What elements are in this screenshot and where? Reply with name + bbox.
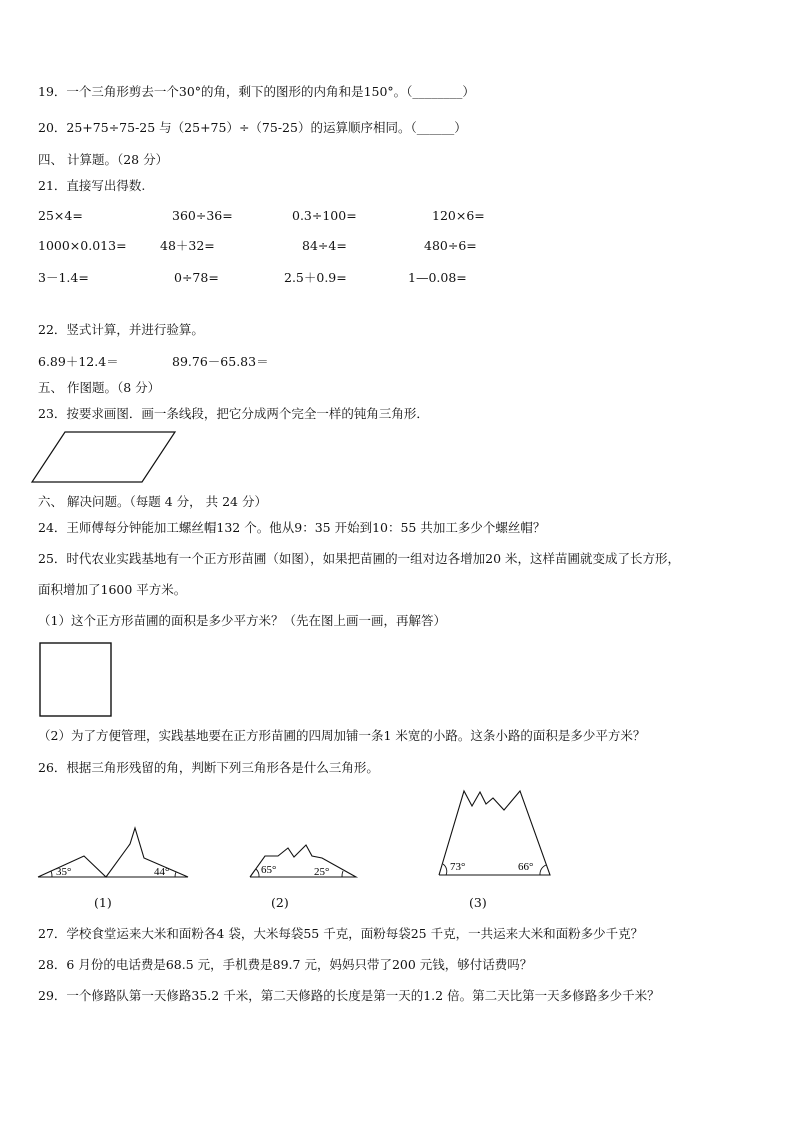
question-27: 27．学校食堂运来大米和面粉各4 袋，大米每袋55 千克，面粉每袋25 千克，一共运来大米和面粉多少千克？	[38, 926, 644, 941]
section-4-heading: 四、 计算题。（28 分）	[38, 152, 169, 167]
question-20: 20．25+75÷75-25 与（25+75）÷（75-25）的运算顺序相同。（______）	[38, 120, 467, 135]
figure-label: (1)	[94, 895, 112, 910]
angle-label: 65°	[261, 864, 277, 876]
calc-item: 1—0.08=	[408, 270, 467, 285]
angle-label: 25°	[314, 866, 330, 878]
question-24: 24．王师傅每分钟能加工螺丝帽132 个。他从9：35 开始到10：55 共加工多少个螺丝帽？	[38, 520, 546, 535]
angle-label: 66°	[518, 861, 534, 873]
figure-label: (2)	[271, 895, 289, 910]
figure-label: (3)	[469, 895, 487, 910]
calc-item: 480÷6=	[424, 238, 477, 253]
section-5-heading: 五、 作图题。（8 分）	[38, 380, 161, 395]
angle-label: 35°	[56, 866, 72, 878]
triangle-2-figure	[248, 838, 360, 882]
question-25-part2: （2）为了方便管理，实践基地要在正方形苗圃的四周加铺一条1 米宽的小路。这条小路的面积是多少平方米？	[38, 728, 646, 743]
calc-item: 25×4=	[38, 208, 83, 223]
vertical-calc-b: 89.76－65.83＝	[172, 354, 269, 369]
section-6-heading: 六、 解决问题。（每题 4 分， 共 24 分）	[38, 494, 267, 509]
question-25: 25．时代农业实践基地有一个正方形苗圃（如图），如果把苗圃的一组对边各增加20 米，这样苗圃就变成了长方形，	[38, 551, 681, 566]
question-25-cont: 面积增加了1600 平方米。	[38, 582, 187, 597]
question-19: 19．一个三角形剪去一个30°的角，剩下的图形的内角和是150°。（________）	[38, 84, 475, 99]
question-29: 29．一个修路队第一天修路35.2 千米，第二天修路的长度是第一天的1.2 倍。第二天比第一天多修路多少千米？	[38, 988, 660, 1003]
calc-item: 120×6=	[432, 208, 485, 223]
question-22: 22．竖式计算，并进行验算。	[38, 322, 204, 337]
question-23: 23．按要求画图．画一条线段，把它分成两个完全一样的钝角三角形．	[38, 406, 429, 421]
parallelogram-figure	[30, 430, 180, 486]
calc-item: 1000×0.013=	[38, 238, 127, 253]
calc-item: 84÷4=	[302, 238, 347, 253]
question-28: 28．6 月份的电话费是68.5 元，手机费是89.7 元，妈妈只带了200 元钱，够付话费吗？	[38, 957, 533, 972]
calc-item: 360÷36=	[172, 208, 233, 223]
calc-item: 3－1.4=	[38, 270, 89, 285]
calc-item: 2.5＋0.9=	[284, 270, 347, 285]
calc-item: 0.3÷100=	[292, 208, 357, 223]
angle-label: 44°	[154, 866, 170, 878]
angle-label: 73°	[450, 861, 466, 873]
question-25-part1: （1）这个正方形苗圃的面积是多少平方米？（先在图上画一画，再解答）	[38, 613, 446, 628]
square-figure	[38, 640, 114, 720]
triangle-1-figure	[36, 822, 192, 882]
vertical-calc-a: 6.89＋12.4＝	[38, 354, 119, 369]
triangle-3-figure	[436, 788, 554, 880]
question-26: 26．根据三角形残留的角，判断下列三角形各是什么三角形。	[38, 760, 379, 775]
calc-item: 0÷78=	[174, 270, 219, 285]
calc-item: 48＋32=	[160, 238, 215, 253]
question-21: 21．直接写出得数.	[38, 178, 146, 193]
